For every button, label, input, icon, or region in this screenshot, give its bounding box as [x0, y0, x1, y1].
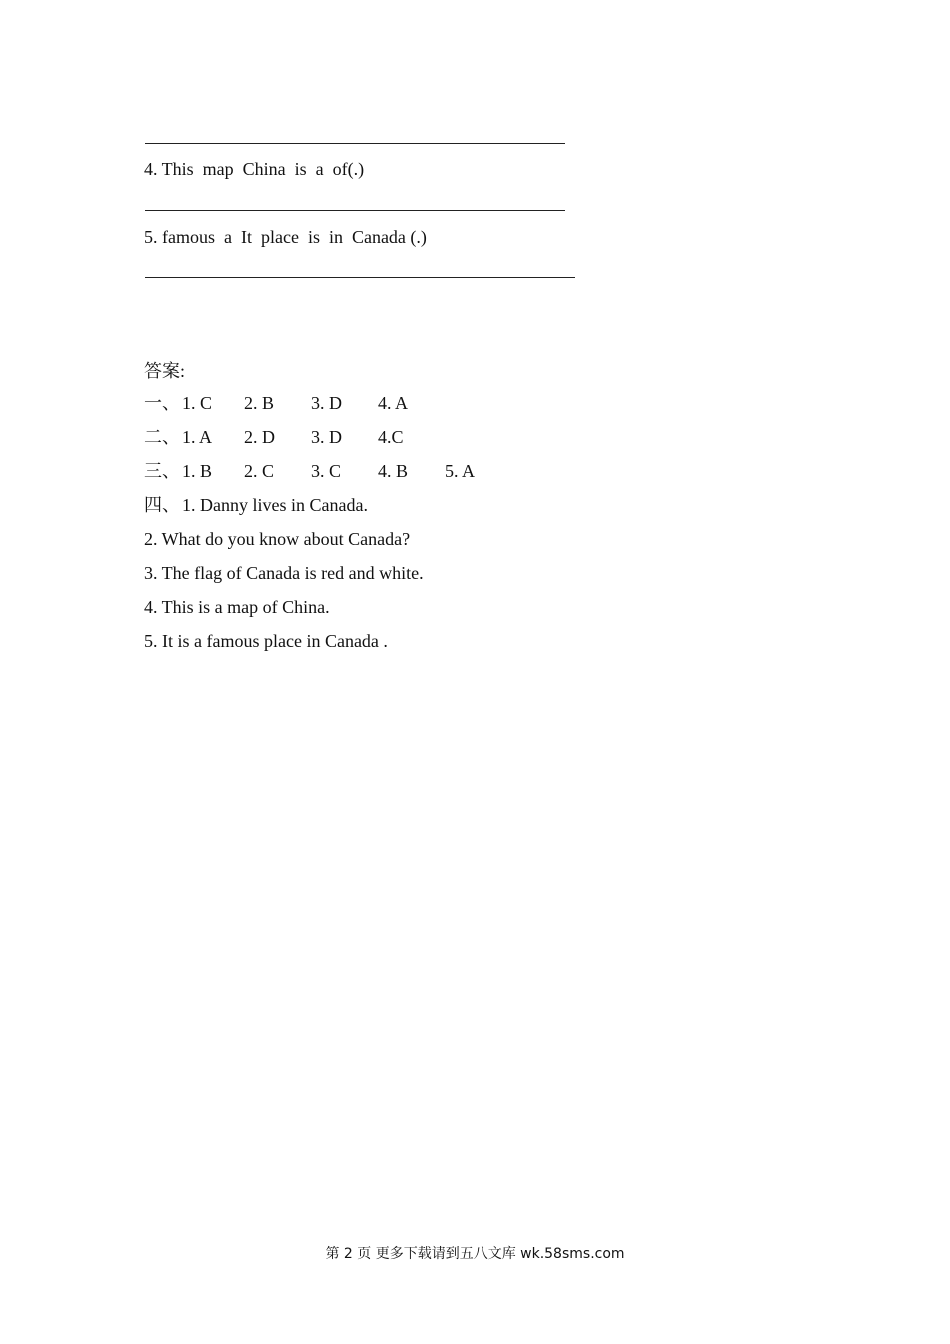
answer-item: 1. C	[182, 393, 213, 413]
answer-item: 3. D	[311, 393, 342, 413]
page-footer: 第 2 页 更多下载请到五八文库 wk.58sms.com	[325, 1246, 625, 1262]
answer-sentence: 3. The flag of Canada is red and white.	[144, 563, 424, 583]
answer-sentence: 1. Danny lives in Canada.	[182, 495, 368, 515]
answer-item: 1. A	[182, 427, 213, 447]
answer-blank-line-5	[145, 277, 575, 278]
answer-item: 2. C	[244, 461, 275, 481]
answer-item: 1. B	[182, 461, 213, 481]
answer-item: 3. D	[311, 427, 342, 447]
answer-blank-line-3	[145, 143, 565, 144]
answer-item: 4.C	[378, 427, 404, 447]
answer-sentence: 2. What do you know about Canada?	[144, 529, 411, 549]
section-1-prefix: 一、	[144, 393, 180, 413]
question-4-prompt: 4. This map China is a of(.)	[144, 159, 365, 179]
section-4-prefix: 四、	[144, 495, 180, 515]
section-2-prefix: 二、	[144, 427, 180, 447]
answer-item: 2. B	[244, 393, 275, 413]
section-3-prefix: 三、	[144, 461, 180, 481]
answer-row-section-4	[144, 494, 644, 516]
question-5-prompt: 5. famous a It place is in Canada (.)	[144, 227, 427, 247]
answer-item: 2. D	[244, 427, 275, 447]
answers-heading: 答案:	[144, 361, 186, 381]
answer-item: 4. A	[378, 393, 409, 413]
answer-blank-line-4	[145, 210, 565, 211]
answer-item: 5. A	[445, 461, 476, 481]
answer-item: 4. B	[378, 461, 409, 481]
answer-row-section-2	[144, 426, 544, 448]
answer-row-section-3	[144, 460, 544, 482]
answer-sentence: 5. It is a famous place in Canada .	[144, 631, 388, 651]
answer-row-section-1	[144, 392, 544, 414]
answer-sentence: 4. This is a map of China.	[144, 597, 330, 617]
answer-item: 3. C	[311, 461, 342, 481]
